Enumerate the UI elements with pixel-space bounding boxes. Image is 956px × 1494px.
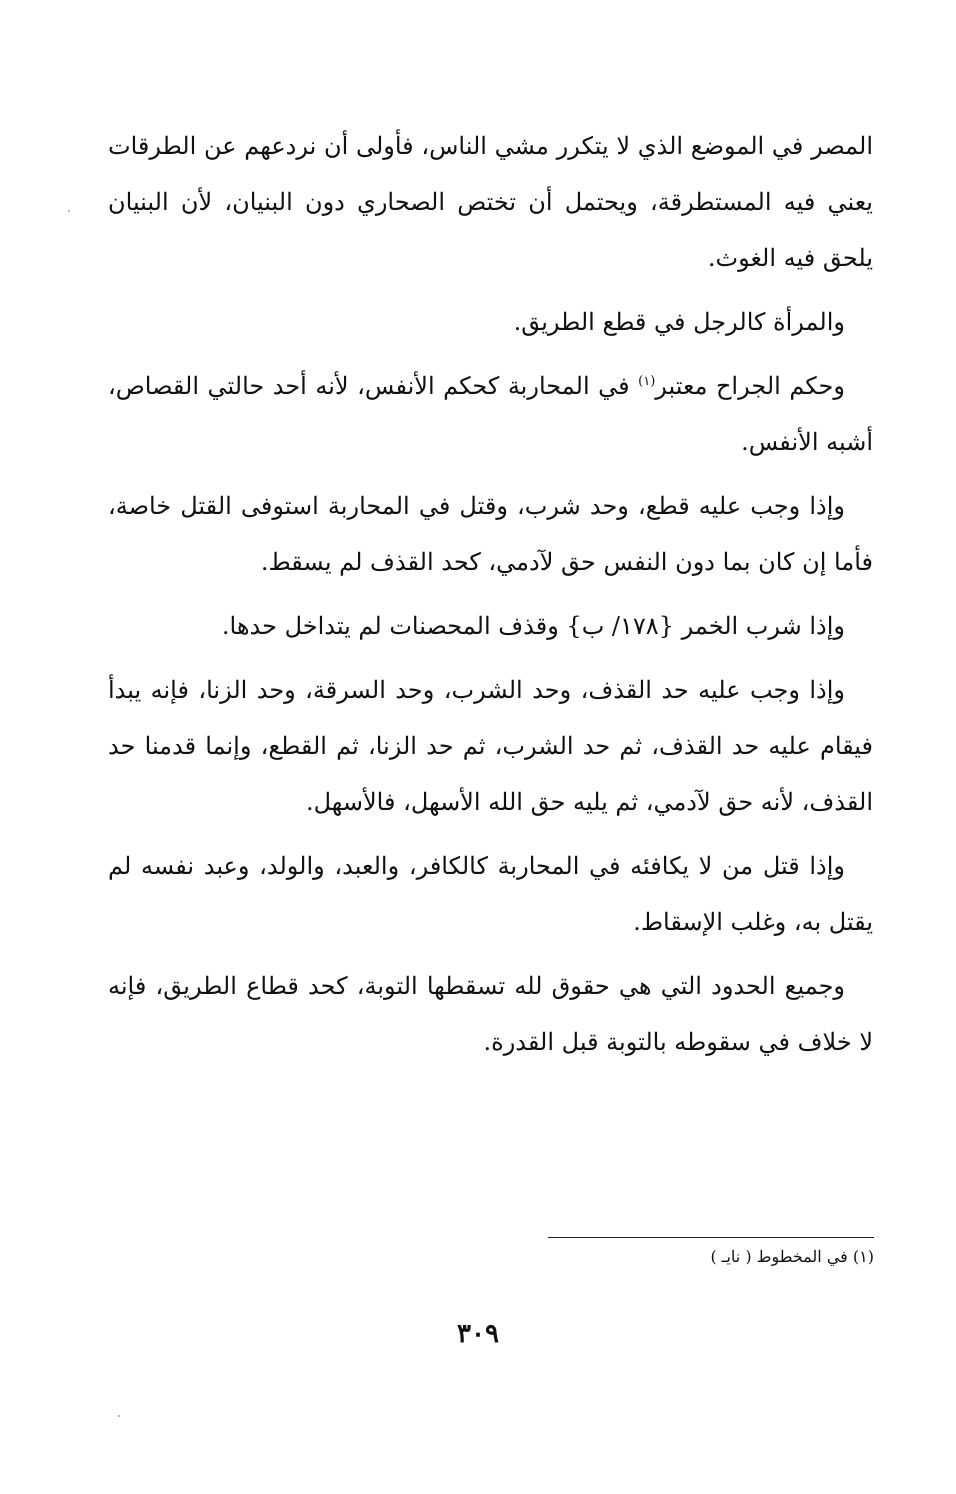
footnote: (١) في المخطوط ( نايـ ) — [710, 1247, 874, 1266]
paragraph-7: وإذا قتل من لا يكافئه في المحاربة كالكافر، والعبد، والولد، وعبد نفسه لم يقتل به، وغلب الإسقاط. — [108, 852, 873, 936]
paragraph-1: المصر في الموضع الذي لا يتكرر مشي الناس، فأولى أن نردعهم عن الطرقات يعني فيه المستطرقة، ويحتمل أن تختص الصحاري دون البنيان، لأن البنيان يلحق فيه الغوث. — [108, 132, 873, 272]
paragraph-5: وإذا شرب الخمر {١٧٨/ ب} وقذف المحصنات لم يتداخل حدها. — [221, 612, 845, 640]
paragraph-3 — [108, 358, 873, 470]
paragraph-6: وإذا وجب عليه حد القذف، وحد الشرب، وحد السرقة، وحد الزنا، فإنه يبدأ فيقام عليه حد القذف، ثم حد الشرب، ثم حد الزنا، ثم القطع، وإنما قدمنا حد القذف، لأنه حق لآدمي، ثم يليه حق الله الأسهل، فالأسهل. — [108, 676, 873, 816]
paragraph-2: والمرأة كالرجل في قطع الطريق. — [513, 308, 845, 336]
footnote-divider — [548, 1237, 874, 1238]
scan-speck — [118, 1415, 120, 1417]
paragraph-3-end: في المحاربة كحكم الأنفس، لأنه أحد حالتي القصاص، أشبه الأنفس. — [108, 372, 873, 456]
paragraph-3-start: وحكم الجراح معتبر — [655, 372, 845, 400]
paragraph-8: وجميع الحدود التي هي حقوق لله تسقطها التوبة، كحد قطاع الطريق، فإنه لا خلاف في سقوطه بالتوبة قبل القدرة. — [108, 972, 873, 1056]
footnote-marker: (١) — [638, 374, 656, 389]
page-number: ٣٠٩ — [457, 1319, 499, 1349]
paragraph-4: وإذا وجب عليه قطع، وحد شرب، وقتل في المحاربة استوفى القتل خاصة، فأما إن كان بما دون النفس حق لآدمي، كحد القذف لم يسقط. — [108, 492, 873, 576]
main-text — [108, 118, 873, 1078]
scan-speck — [68, 210, 70, 212]
